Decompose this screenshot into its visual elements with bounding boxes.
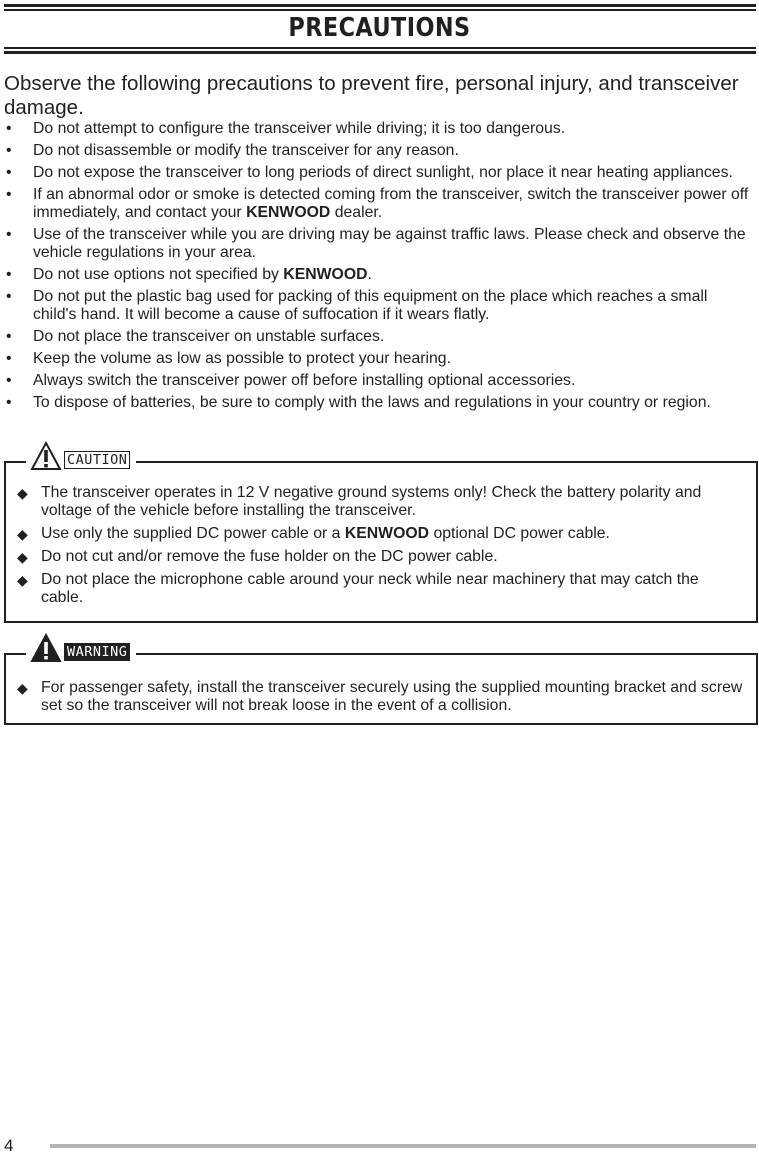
title-rule-top-thick <box>4 4 756 7</box>
list-item: • Do not put the plastic bag used for packing of this equipment on the place which reaches a small child's hand. It will become a cause of suffocation if it wears flatly. <box>6 288 708 323</box>
warning-header <box>26 633 136 663</box>
brand-name: KENWOOD <box>246 204 331 221</box>
list-item: • Do not expose the transceiver to long periods of direct sunlight, nor place it near heating appliances. <box>6 164 733 181</box>
caution-header <box>26 441 136 471</box>
list-item: • Use of the transceiver while you are driving may be against traffic laws. Please check and observe the vehicle regulations in your area. <box>6 226 746 261</box>
bullet-icon: • <box>6 142 12 159</box>
caution-list <box>6 484 754 612</box>
list-item: • Do not place the transceiver on unstable surfaces. <box>6 328 385 345</box>
list-item: • Keep the volume as low as possible to protect your hearing. <box>6 350 451 367</box>
diamond-icon: ◆ <box>17 485 28 501</box>
bullet-icon: • <box>6 120 12 137</box>
bullet-icon: • <box>6 328 12 345</box>
list-item: ◆ Do not cut and/or remove the fuse holder on the DC power cable. <box>17 548 498 565</box>
diamond-icon: ◆ <box>17 680 28 696</box>
bullet-icon: • <box>6 372 12 389</box>
bullet-icon: • <box>6 226 12 243</box>
bullet-icon: • <box>6 164 12 181</box>
list-item: ◆ The transceiver operates in 12 V negative ground systems only! Check the battery polarity and voltage of the vehicle before installing the transceiver. <box>17 484 702 519</box>
list-item: • Do not disassemble or modify the transceiver for any reason. <box>6 142 459 159</box>
list-item: ◆ Do not place the microphone cable around your neck while near machinery that may catch the cable. <box>17 571 699 606</box>
brand-name: KENWOOD <box>283 266 368 283</box>
list-item: ◆ For passenger safety, install the transceiver securely using the supplied mounting bracket and screw set so the transceiver will not break loose in the event of a collision. <box>17 679 743 714</box>
warning-list <box>6 679 754 720</box>
warning-triangle-icon <box>30 633 62 663</box>
list-item: • Do not use options not specified by KENWOOD. <box>6 266 372 283</box>
warning-label: WARNING <box>64 643 130 661</box>
intro-paragraph: Observe the following precautions to prevent fire, personal injury, and transceiver damage. <box>4 72 739 119</box>
warning-box <box>4 644 758 725</box>
caution-box <box>4 452 758 623</box>
precautions-list <box>0 120 759 416</box>
bullet-icon: • <box>6 186 12 203</box>
page-title: PRECAUTIONS <box>288 13 471 43</box>
list-item: • To dispose of batteries, be sure to comply with the laws and regulations in your country or region. <box>6 394 711 411</box>
list-item: • Do not attempt to configure the transceiver while driving; it is too dangerous. <box>6 120 566 137</box>
page-number: 4 <box>4 1136 14 1155</box>
caution-label: CAUTION <box>64 451 130 469</box>
diamond-icon: ◆ <box>17 526 28 542</box>
footer-rule <box>50 1144 756 1148</box>
bullet-icon: • <box>6 266 12 283</box>
brand-name: KENWOOD <box>344 525 430 542</box>
bullet-icon: • <box>6 394 12 411</box>
list-item: ◆ Use only the supplied DC power cable or a KENWOOD optional DC power cable. <box>17 525 610 542</box>
title-rule-bottom-thick <box>4 51 756 54</box>
list-item: • Always switch the transceiver power off before installing optional accessories. <box>6 372 576 389</box>
diamond-icon: ◆ <box>17 549 28 565</box>
title-rule-bottom-thin <box>4 47 756 49</box>
warning-triangle-icon <box>30 441 62 471</box>
list-item: • If an abnormal odor or smoke is detected coming from the transceiver, switch the transceiver power off immediately, and contact your KENWOOD dealer. <box>6 186 749 221</box>
bullet-icon: • <box>6 288 12 305</box>
diamond-icon: ◆ <box>17 572 28 588</box>
bullet-icon: • <box>6 350 12 367</box>
